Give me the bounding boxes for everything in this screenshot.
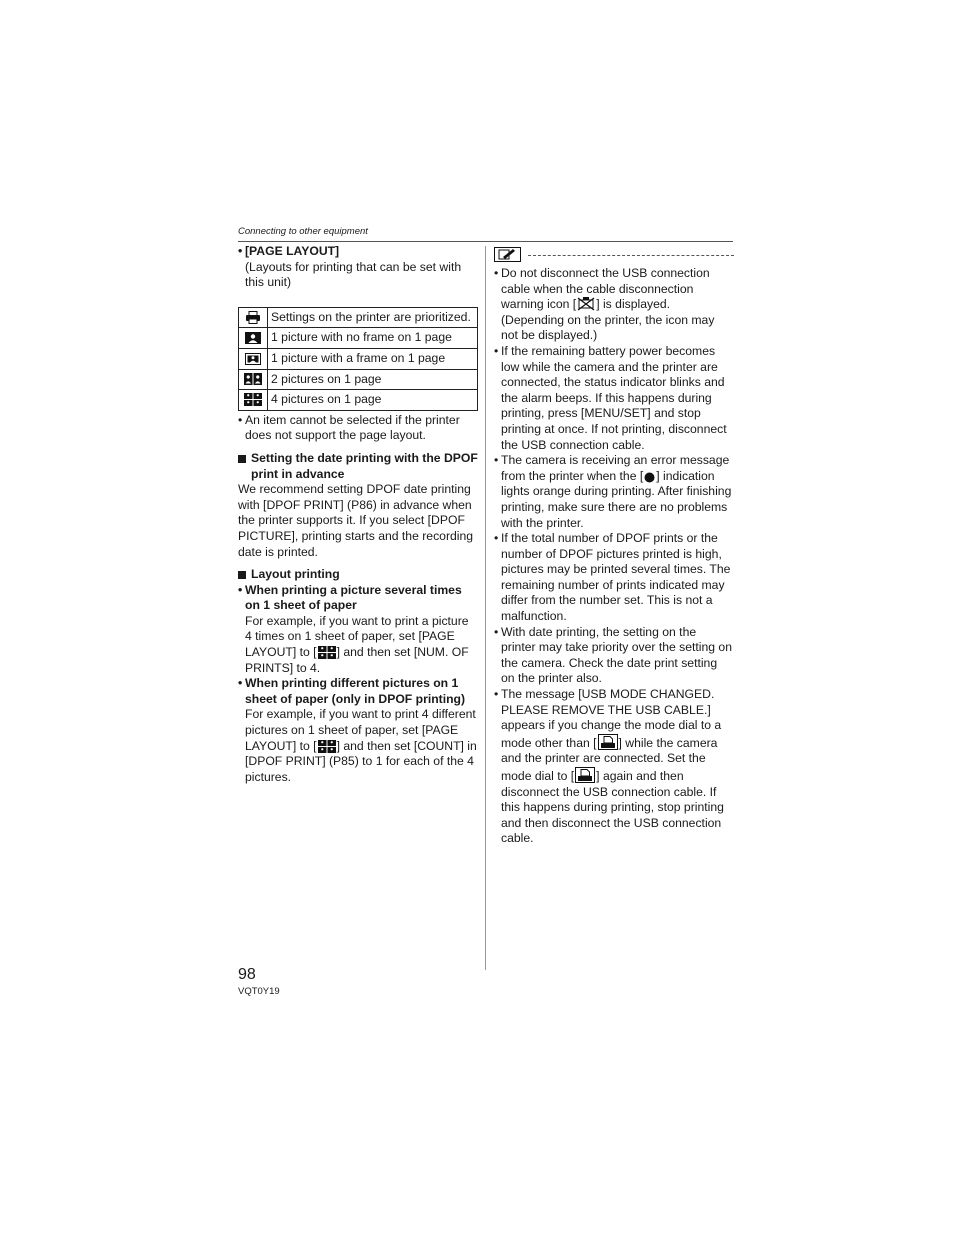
sub1-body bbox=[238, 614, 478, 676]
left-column bbox=[238, 244, 478, 785]
table-text-cell: 1 picture with a frame on 1 page bbox=[268, 348, 478, 369]
sub1-title: • When printing a picture several times on 1 sheet of paper bbox=[238, 583, 478, 614]
note-1-a: Do not disconnect the USB connection cable when the cable disconnection warning icon [ bbox=[501, 266, 710, 312]
sub2-body-b: ] and then set [COUNT] in [DPOF PRINT] (P85) to 1 for each of the 4 pictures. bbox=[245, 738, 477, 784]
one-picture-frame-icon bbox=[245, 353, 261, 365]
note-1 bbox=[494, 266, 734, 344]
note-6 bbox=[494, 687, 734, 847]
note-6-b: ] while the camera and the printer are connected. Set the mode dial to [ bbox=[501, 735, 718, 783]
print-mode-icon bbox=[575, 767, 595, 783]
column-divider bbox=[485, 246, 486, 970]
note-2: • If the remaining battery power becomes low while the camera and the printer are connected, the status indicator blinks and the alarm beeps. If this happens during printing, press [MENU/SET] and stop printing at once. If not printing, disconnect the USB connection cable. bbox=[494, 344, 734, 453]
table-icon-cell bbox=[239, 307, 268, 328]
date-printing-body: We recommend setting DPOF date printing with [DPOF PRINT] (P86) in advance when the printer supports it. If you select [DPOF PICTURE], printing starts and the recording date is printed. bbox=[238, 482, 474, 559]
note-6-c: ] again and then disconnect the USB connection cable. If this happens during printing, stop printing and then disconnect the USB connection cable. bbox=[501, 769, 724, 846]
error-indicator-icon bbox=[644, 472, 655, 483]
printer-settings-icon bbox=[245, 311, 261, 324]
table-text-cell: 1 picture with no frame on 1 page bbox=[268, 328, 478, 349]
layout-printing-heading-text: Layout printing bbox=[251, 567, 340, 582]
table-row bbox=[239, 369, 478, 390]
page-layout-desc: (Layouts for printing that can be set with this unit) bbox=[245, 259, 462, 290]
table-note: • An item cannot be selected if the printer does not support the page layout. bbox=[238, 413, 478, 444]
note-3-a: The camera is receiving an error message from the printer when the [ bbox=[501, 453, 730, 483]
four-pictures-icon bbox=[318, 740, 336, 753]
note-header bbox=[494, 247, 734, 263]
square-bullet-icon bbox=[238, 571, 246, 579]
date-printing-heading-text: Setting the date printing with the DPOF print in advance bbox=[251, 450, 478, 481]
table-icon-cell bbox=[239, 328, 268, 349]
square-bullet-icon bbox=[238, 455, 246, 463]
table-text-cell: 4 pictures on 1 page bbox=[268, 390, 478, 411]
document-code: VQT0Y19 bbox=[238, 986, 280, 997]
sub1-body-a: For example, if you want to print a picture 4 times on 1 sheet of paper, set [PAGE LAYOUT] to [ bbox=[245, 613, 469, 660]
note-3-b: ] indication lights orange during printing. After finishing printing, make sure there are no problems with the printer. bbox=[501, 468, 732, 530]
table-row bbox=[239, 390, 478, 411]
table-row bbox=[239, 328, 478, 349]
note-divider bbox=[528, 255, 734, 256]
table-text-cell: 2 pictures on 1 page bbox=[268, 369, 478, 390]
page-layout-title: • [PAGE LAYOUT] bbox=[238, 244, 478, 260]
table-icon-cell bbox=[239, 348, 268, 369]
note-3 bbox=[494, 453, 734, 531]
table-row bbox=[239, 307, 478, 328]
note-4: • If the total number of DPOF prints or the number of DPOF pictures printed is high, pictures may be printed several times. The remaining number of prints indicated may differ from the number set. This is not a malfunction. bbox=[494, 531, 734, 625]
note-1-b: ] is displayed. (Depending on the printer, the icon may not be displayed.) bbox=[501, 297, 715, 343]
date-printing-heading bbox=[238, 451, 478, 482]
page-number: 98 bbox=[238, 966, 256, 983]
page-layout-table bbox=[238, 307, 478, 411]
table-icon-cell bbox=[239, 369, 268, 390]
sub1-body-b: ] and then set [NUM. OF PRINTS] to 4. bbox=[245, 645, 469, 675]
note-pencil-icon bbox=[494, 247, 521, 262]
sub2-body bbox=[238, 707, 478, 785]
cable-disconnect-warning-icon bbox=[577, 297, 595, 311]
four-pictures-icon bbox=[244, 393, 262, 406]
layout-printing-heading bbox=[238, 567, 478, 583]
four-pictures-icon bbox=[318, 646, 336, 659]
print-mode-icon bbox=[598, 734, 618, 750]
running-header bbox=[238, 226, 733, 242]
table-text-cell: Settings on the printer are prioritized. bbox=[268, 307, 478, 328]
section-title: Connecting to other equipment bbox=[238, 226, 368, 237]
sub2-body-a: For example, if you want to print 4 different pictures on 1 sheet of paper, set [PAGE LAYOUT] to [ bbox=[245, 707, 476, 753]
right-column bbox=[494, 247, 734, 847]
two-pictures-icon bbox=[244, 373, 262, 385]
table-icon-cell bbox=[239, 390, 268, 411]
sub2-title: • When printing different pictures on 1 sheet of paper (only in DPOF printing) bbox=[238, 676, 478, 707]
note-5: • With date printing, the setting on the printer may take priority over the setting on the camera. Check the date print setting on the printer also. bbox=[494, 625, 734, 687]
one-picture-no-frame-icon bbox=[245, 332, 261, 344]
note-6-a: The message [USB MODE CHANGED. PLEASE REMOVE THE USB CABLE.] appears if you change the mode dial to a mode other than [ bbox=[501, 687, 722, 750]
table-row bbox=[239, 348, 478, 369]
